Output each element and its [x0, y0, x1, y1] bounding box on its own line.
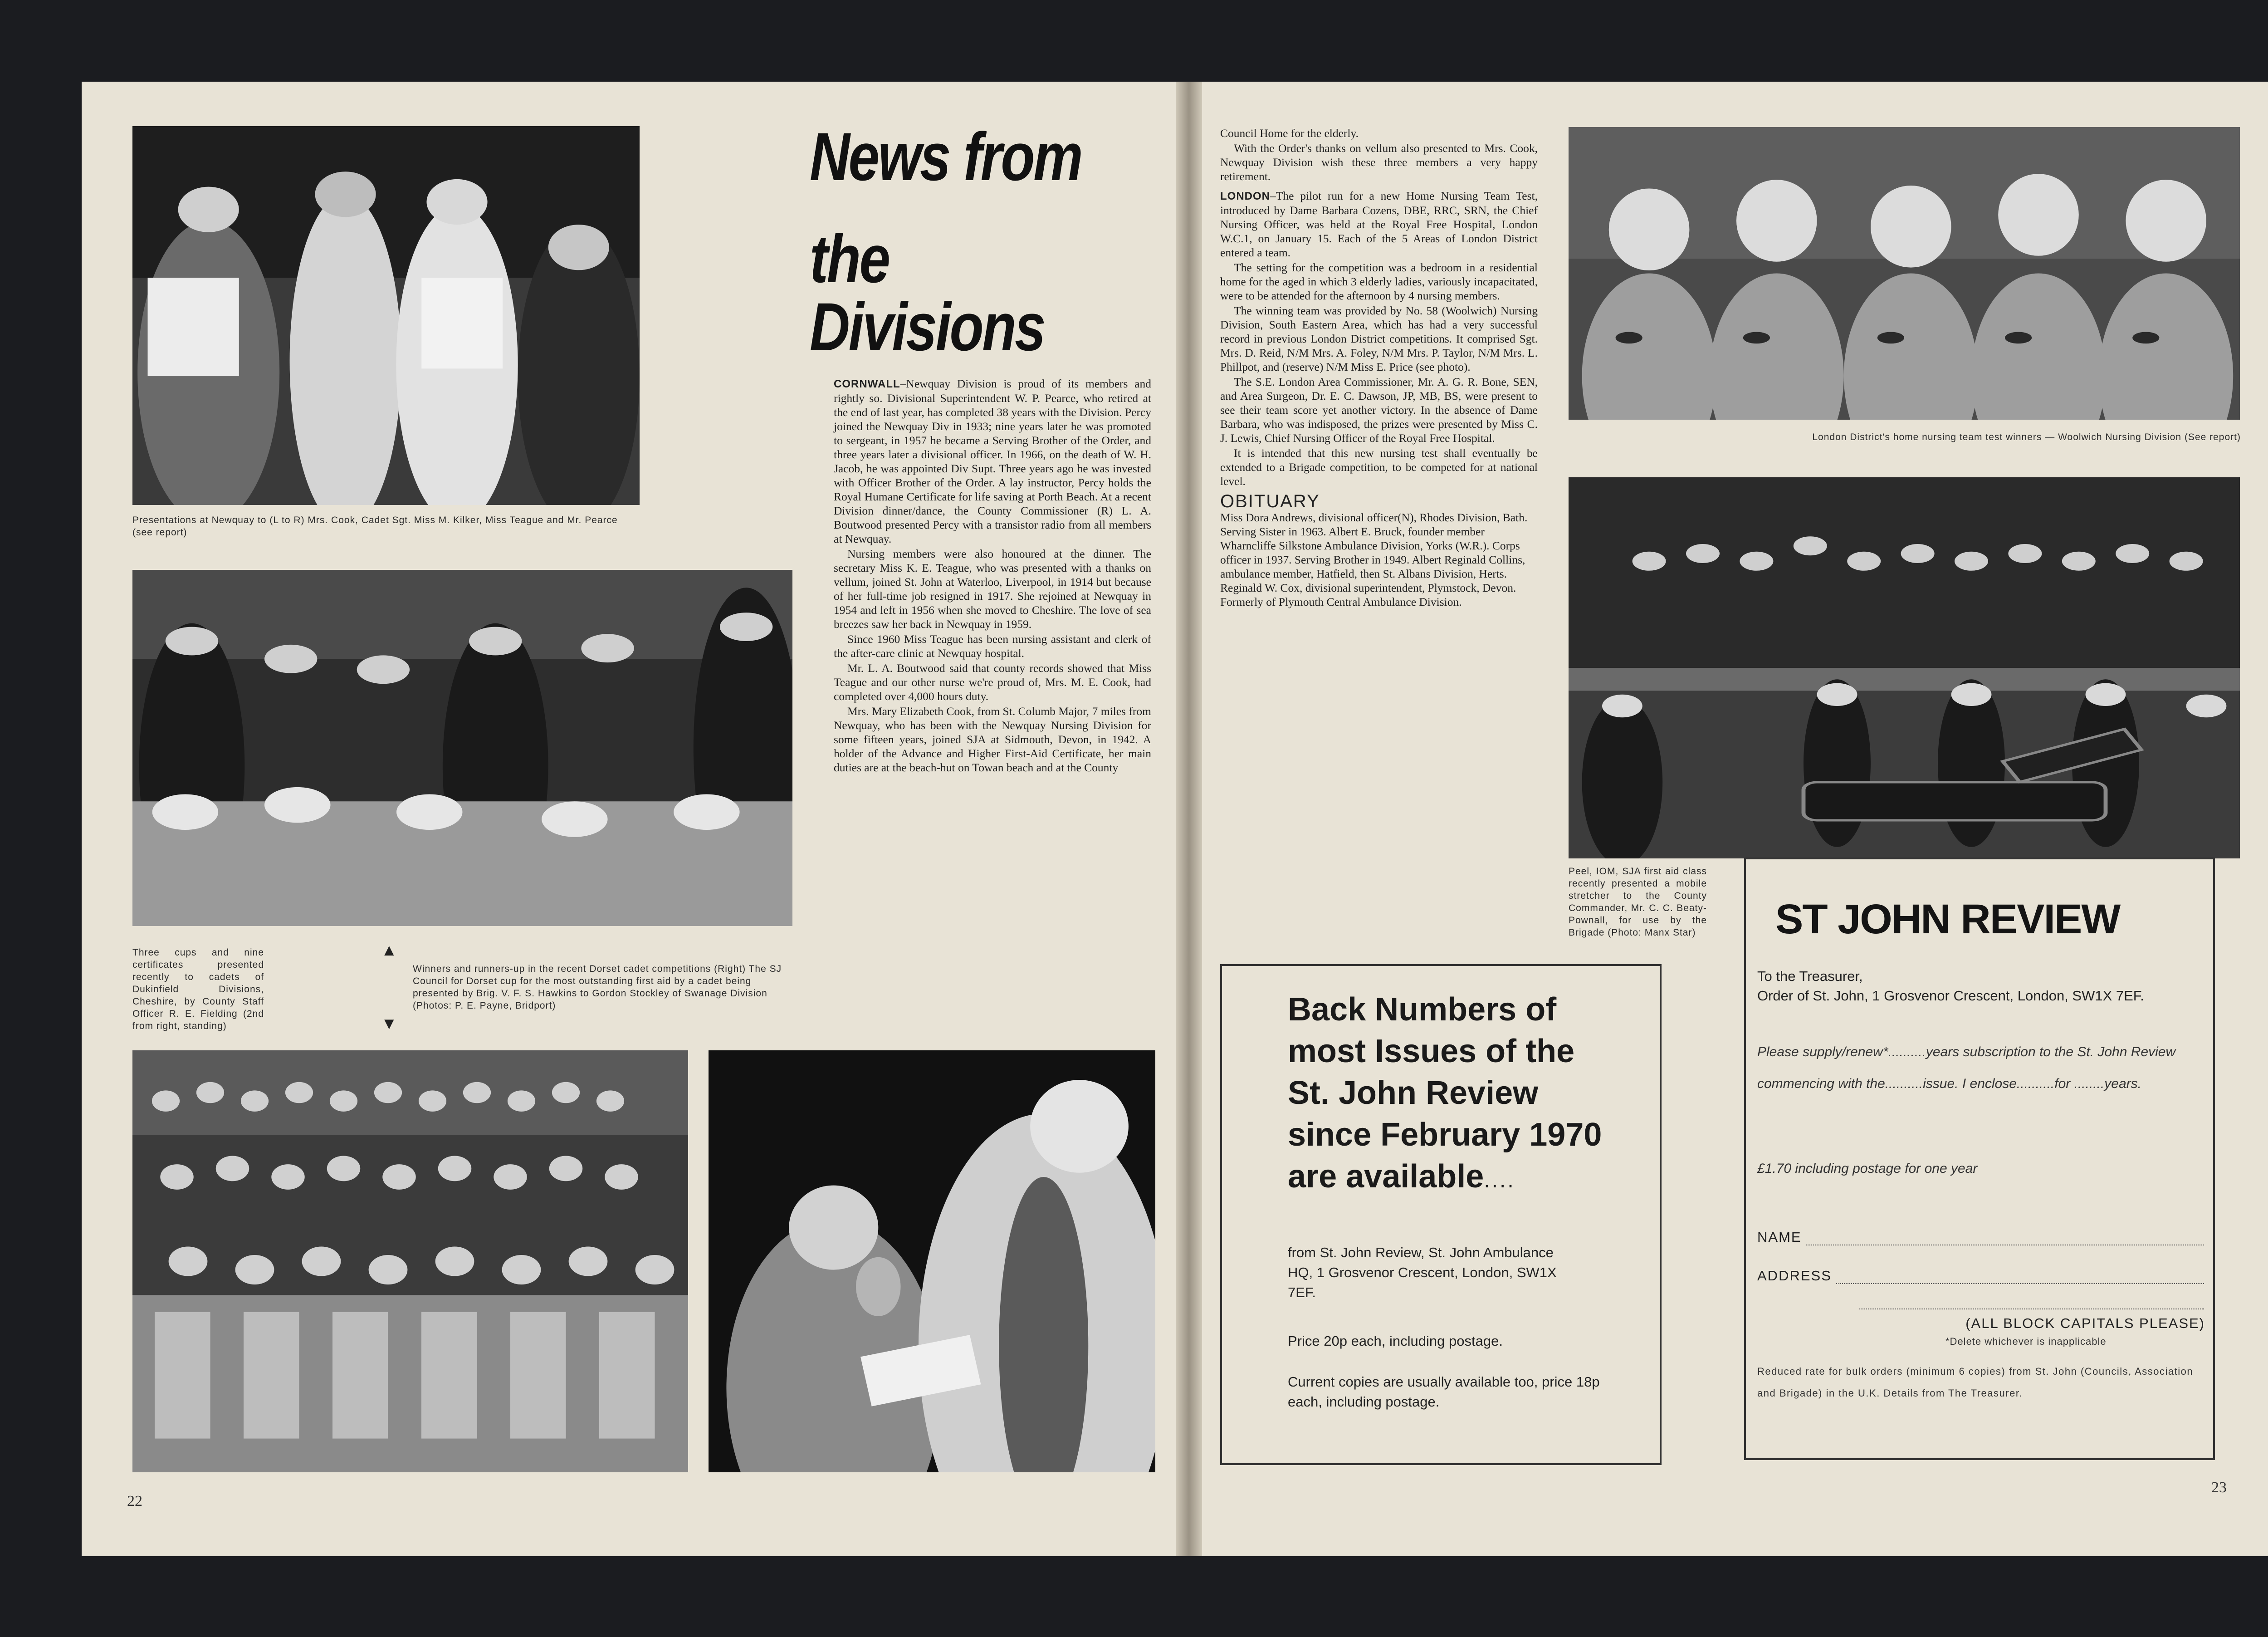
article-paragraph: Nursing members were also honoured at the dinner. The secretary Miss K. E. Teague, who was presented with a thanks on vellum, joined St. John at Waterloo, Liverpool, in 1914 but because of her full-time job resigned in 1917. She rejoined at Newquay in 1954 and left in 1956 when she moved to Cheshire. The love of sea breezes saw her back in Newquay in 1959. [834, 547, 1151, 631]
presentations-caption: Presentations at Newquay to (L to R) Mrs. Cook, Cadet Sgt. Miss M. Kilker, Miss Teague and Mr. Pearce (see report) [132, 515, 618, 538]
article-paragraph: With the Order's thanks on vellum also presented to Mrs. Cook, Newquay Division wish these three members a very happy retirement. [1220, 142, 1538, 183]
nursing-team-photo [1569, 127, 2240, 420]
right-page [1202, 82, 2268, 1556]
form-caps-note: (ALL BLOCK CAPITALS PLEASE) [1965, 1315, 2205, 1331]
presentations-photo [132, 126, 640, 505]
form-delete-note: *Delete whichever is inapplicable [1945, 1336, 2107, 1347]
page-number-left: 22 [127, 1493, 142, 1510]
form-reduced-rate: Reduced rate for bulk orders (minimum 6 copies) from St. John (Councils, Association and Brigade) in the U.K. Details from The Treasurer. [1757, 1366, 2194, 1399]
peel-stretcher-photo [1569, 477, 2240, 858]
obituary-heading: OBITUARY [1220, 491, 1320, 511]
article-paragraph: It is intended that this new nursing test shall eventually be extended to a Brigade competition, to be competed for at national level. [1220, 446, 1538, 488]
back-numbers-heading: Back Numbers of most Issues of the St. John Review since February 1970 are available.... [1288, 991, 1602, 1195]
back-numbers-box [1220, 964, 1662, 1465]
address-label: ADDRESS [1757, 1268, 1832, 1284]
article-paragraph: Mrs. Mary Elizabeth Cook, from St. Columb Major, 7 miles from Newquay, who has been with the Newquay Nursing Division for some fifteen years, joined SJA at Sidmouth, Devon, in 1942. A holder of the Advance and Higher First-Aid Certificate, her main duties are at the beach-hut on Towan beach and at the County [834, 705, 1151, 774]
form-to: To the Treasurer, [1757, 968, 1863, 984]
article-paragraph: LONDON–The pilot run for a new Home Nursing Team Test, introduced by Dame Barbara Cozens, DBE, RRC, SRN, the Chief Nursing Officer, was held at the Royal Free Hospital, London W.C.1, on January 15. Each of the 5 Areas of London District entered a team. [1220, 189, 1538, 259]
back-numbers-price: Price 20p each, including postage. [1288, 1333, 1503, 1349]
obituary-text: Miss Dora Andrews, divisional officer(N), Rhodes Division, Bath. Serving Sister in 1963. Albert E. Bruck, founder member Wharncliffe Silkstone Ambulance Division, Yorks (W.R.). Corps officer in 1937. Serving Brother in 1949. Albert Reginald Collins, ambulance member, Hatfield, then St. Albans Division, Herts. Reginald W. Cox, divisional superintendent, Plymstock, Devon. Formerly of Plymouth Central Ambulance Division. [1220, 511, 1528, 608]
peel-caption: Peel, IOM, SJA first aid class recently presented a mobile stretcher to the County Commander, Mr. C. C. Beaty-Pownall, for use by the Brigade (Photo: Manx Star) [1569, 866, 1707, 938]
headline-line-1: News from [810, 118, 1082, 195]
back-numbers-current: Current copies are usually available too, price 18p each, including postage. [1288, 1374, 1600, 1410]
london-article [1220, 126, 1538, 610]
spine-gutter [1176, 82, 1202, 1556]
name-label: NAME [1757, 1229, 1802, 1245]
article-paragraph: The setting for the competition was a bedroom in a residential home for the aged in which 3 elderly ladies, variously incapacitated, were to be attended for the afternoon by 4 nursing members. [1220, 261, 1538, 302]
address-input-line-2[interactable] [1859, 1299, 2204, 1309]
london-caption: London District's home nursing team test winners — Woolwich Nursing Division (See report) [1812, 432, 2241, 442]
address-input-line[interactable] [1836, 1272, 2204, 1284]
cornwall-article [834, 377, 1151, 775]
form-address-line: Order of St. John, 1 Grosvenor Crescent, London, SW1X 7EF. [1757, 988, 2144, 1004]
subscription-form [1744, 858, 2215, 1460]
article-paragraph: The winning team was provided by No. 58 (Woolwich) Nursing Division, South Eastern Area, which has had a very successful record in previous London District competitions. It comprised Sgt. Mrs. D. Reid, N/M Mrs. A. Foley, N/M Mrs. P. Taylor, N/M Mrs. L. Phillpot, and (reserve) N/M Miss E. Price (see photo). [1220, 304, 1538, 373]
article-paragraph: Since 1960 Miss Teague has been nursing assistant and clerk of the after-care clinic at Newquay hospital. [834, 632, 1151, 660]
cup-presentation-photo [709, 1050, 1155, 1472]
article-lead: LONDON [1220, 190, 1270, 202]
winners-caption: Winners and runners-up in the recent Dorset cadet competitions (Right) The SJ Council for Dorset cup for the most outstanding first aid by a cadet being presented by Brig. V. F. S. Hawkins to Gordon Stockley of Swanage Division (Photos: P. E. Payne, Bridport) [413, 964, 782, 1011]
arrow-up-icon: ▲ [381, 941, 397, 959]
dukinfield-cadets-photo [132, 570, 792, 926]
article-paragraph: Mr. L. A. Boutwood said that county records showed that Miss Teague and our other nurse we're proud of, Mrs. M. E. Cook, had completed over 4,000 hours duty. [834, 662, 1151, 703]
cups-caption: Three cups and nine certificates presented recently to cadets of Dukinfield Divisions, Cheshire, by County Staff Officer R. E. Fielding (2nd from right, standing) [132, 947, 264, 1031]
article-lead: CORNWALL [834, 378, 900, 390]
form-title: ST JOHN REVIEW [1775, 896, 2120, 942]
article-paragraph: Council Home for the elderly. [1220, 127, 1359, 140]
article-paragraph: The S.E. London Area Commissioner, Mr. A. G. R. Bone, SEN, and Area Surgeon, Dr. E. C. Dawson, JP, MB, BS, were present to see their team score yet another victory. In the absence of Dame Barbara, who was indisposed, the prizes were presented by Miss C. J. Lewis, Chief Nursing Officer of the Royal Free Hospital. [1220, 375, 1538, 445]
form-name-field[interactable] [1757, 1229, 2204, 1245]
form-address-field[interactable] [1757, 1268, 2204, 1284]
dorset-cadets-photo [132, 1050, 688, 1472]
article-paragraph: CORNWALL–Newquay Division is proud of its members and rightly so. Divisional Superintendent W. P. Pearce, who retired at the end of last year, has completed 38 years with the Division. Percy joined the Newquay Div in 1933; nine years later he was promoted to sergeant, in 1957 he became a Serving Brother of the Order, and three years later a divisional officer. In 1966, on the death of W. H. Jacob, he was appointed Div Supt. Three years ago he was invested with Officer Brother of the Order. A lay instructor, Percy holds the Royal Humane Certificate for life saving at Porth Beach. At a recent Division dinner/dance, the County Commissioner (R) L. A. Boutwood presented Percy with a transistor radio from all members at Newquay. [834, 377, 1151, 545]
left-page [82, 82, 1176, 1556]
arrow-down-icon: ▼ [381, 1015, 397, 1033]
name-input-line[interactable] [1806, 1234, 2204, 1245]
back-numbers-address: from St. John Review, St. John Ambulance HQ, 1 Grosvenor Crescent, London, SW1X 7EF. [1288, 1245, 1557, 1300]
page-number-right: 23 [2211, 1479, 2227, 1496]
form-supply-text: Please supply/renew*..........years subscription to the St. John Review commencing with the..........issue. I enclose..........for ........years. [1757, 1044, 2176, 1091]
form-postage: £1.70 including postage for one year [1757, 1161, 1978, 1176]
headline-line-2: the Divisions [810, 221, 1045, 365]
